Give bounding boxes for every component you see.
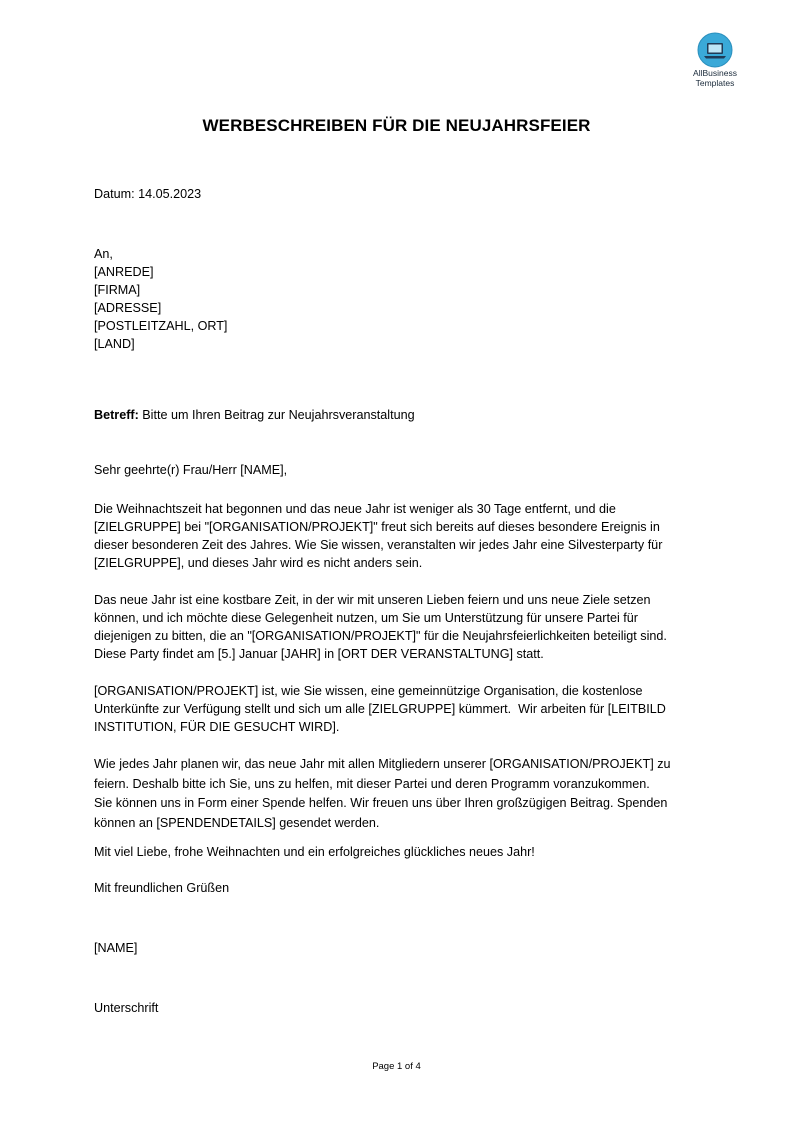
logo-text-line1: AllBusiness (693, 68, 737, 78)
document-title: WERBESCHREIBEN FÜR DIE NEUJAHRSFEIER (202, 116, 591, 135)
wish-text: Mit viel Liebe, frohe Weihnachten und ein erfolgreiches glückliches neues Jahr! (94, 845, 535, 859)
recipient-block (94, 245, 704, 353)
paragraph-line: können an [SPENDENDETAILS] gesendet werden. (94, 815, 380, 830)
paragraph-line: diejenigen zu bitten, die an "[ORGANISATION/PROJEKT]" für die Neujahrsfeierlichkeiten beteiligt sind. (94, 629, 667, 643)
signature-label-text: Unterschrift (94, 1001, 159, 1015)
paragraph-line: dieser besonderen Zeit des Jahres. Wie Sie wissen, veranstalten wir jedes Jahr eine Silvesterparty für (94, 538, 663, 552)
paragraph-line: Das neue Jahr ist eine kostbare Zeit, in der wir mit unseren Lieben feiern und uns neue Ziele setzen (94, 593, 651, 607)
paragraph-3 (94, 682, 704, 736)
wish-line (94, 843, 704, 861)
laptop-icon (697, 32, 733, 68)
recipient-salutation: An, (94, 247, 113, 261)
greeting-text: Sehr geehrte(r) Frau/Herr [NAME], (94, 463, 288, 477)
paragraph-4 (94, 755, 704, 833)
signature-label (94, 999, 704, 1017)
paragraph-line: [ZIELGRUPPE] bei "[ORGANISATION/PROJEKT]" freut sich bereits auf dieses besondere Ereignis in (94, 520, 660, 534)
recipient-line: [POSTLEITZAHL, ORT] (94, 319, 228, 333)
paragraph-line: Wie jedes Jahr planen wir, das neue Jahr mit allen Mitgliedern unserer [ORGANISATION/PROJEKT] zu (94, 757, 671, 771)
greeting (94, 461, 704, 479)
signature-name-text: [NAME] (94, 941, 138, 955)
logo-text-line2: Templates (695, 78, 735, 88)
brand-logo (684, 32, 746, 88)
paragraph-line: Unterkünfte zur Verfügung stellt und sich um alle [ZIELGRUPPE] kümmert. Wir arbeiten für [LEITBILD (94, 702, 666, 716)
subject-line (94, 406, 704, 424)
recipient-line: [LAND] (94, 337, 135, 351)
paragraph-line: Diese Party findet am [5.] Januar [JAHR] in [ORT DER VERANSTALTUNG] statt. (94, 647, 544, 661)
date-line (94, 185, 704, 203)
paragraph-line: können, und ich möchte diese Gelegenheit nutzen, um Sie um Unterstützung für unsere Partei für (94, 611, 638, 625)
date-text: Datum: 14.05.2023 (94, 187, 202, 201)
paragraph-line: Sie können uns in Form einer Spende helfen. Wir freuen uns über Ihren großzügigen Beitrag. Spenden (94, 796, 668, 810)
closing-text: Mit freundlichen Grüßen (94, 881, 230, 895)
paragraph-line: INSTITUTION, FÜR DIE GESUCHT WIRD]. (94, 720, 340, 734)
paragraph-line: [ORGANISATION/PROJEKT] ist, wie Sie wissen, eine gemeinnützige Organisation, die kostenlose (94, 684, 643, 698)
page-footer: Page 1 of 4 (372, 1061, 421, 1072)
paragraph-line: [ZIELGRUPPE], und dieses Jahr wird es nicht anders sein. (94, 556, 423, 570)
recipient-line: [ANREDE] (94, 265, 154, 279)
signature-name (94, 939, 704, 957)
paragraph-line: feiern. Deshalb bitte ich Sie, uns zu helfen, mit dieser Partei und deren Programm voranzukommen. (94, 776, 650, 791)
subject-text: Bitte um Ihren Beitrag zur Neujahrsveranstaltung (142, 408, 415, 422)
recipient-line: [ADRESSE] (94, 301, 162, 315)
recipient-line: [FIRMA] (94, 283, 141, 297)
paragraph-line: Die Weihnachtszeit hat begonnen und das neue Jahr ist weniger als 30 Tage entfernt, und die (94, 502, 616, 516)
paragraph-2 (94, 591, 704, 663)
paragraph-1 (94, 500, 704, 572)
subject-label: Betreff: (94, 408, 139, 422)
closing-line (94, 879, 704, 897)
